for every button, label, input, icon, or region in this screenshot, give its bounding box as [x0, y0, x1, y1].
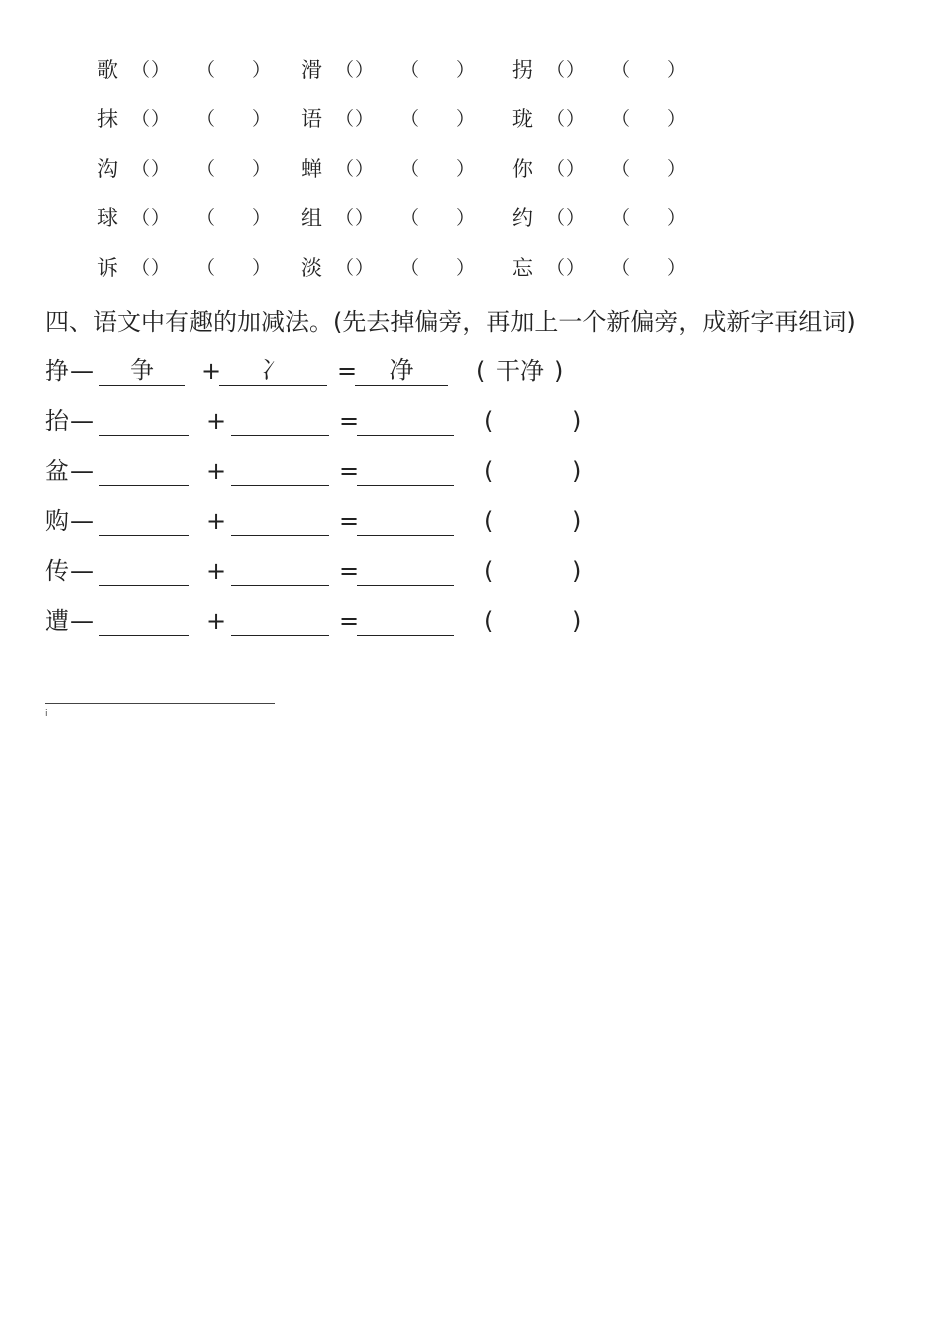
- word-answer-space[interactable]: [500, 501, 566, 541]
- character: 歌: [97, 58, 118, 82]
- answer-paren-close[interactable]: ）: [355, 207, 375, 229]
- result-blank[interactable]: [357, 605, 454, 636]
- paren-close: ): [572, 607, 582, 635]
- answer-paren-open[interactable]: （: [546, 207, 566, 229]
- character: 拐: [512, 58, 533, 82]
- answer-paren-close[interactable]: ）: [151, 257, 171, 279]
- answer-paren-close[interactable]: ）: [667, 158, 687, 180]
- character: 语: [301, 107, 322, 131]
- answer-paren-close[interactable]: ）: [566, 158, 586, 180]
- dash: —: [70, 607, 94, 635]
- answer-paren-open[interactable]: （: [611, 158, 631, 180]
- add-blank[interactable]: [231, 405, 329, 436]
- character: 滑: [301, 58, 322, 82]
- answer-paren-close[interactable]: ）: [355, 257, 375, 279]
- source-char: 抬: [45, 407, 69, 435]
- answer-paren-open[interactable]: （: [196, 158, 216, 180]
- answer-paren-close[interactable]: ）: [456, 257, 476, 279]
- word-answer-space[interactable]: [500, 451, 566, 491]
- paren-close: ): [572, 407, 582, 435]
- equals-sign: =: [339, 407, 360, 435]
- plus-sign: +: [206, 457, 227, 485]
- section-title: 四、语文中有趣的加减法。(先去掉偏旁，再加上一个新偏旁，成新字再组词): [45, 308, 856, 336]
- word-answer-space[interactable]: [500, 401, 566, 441]
- answer-paren-close[interactable]: ）: [151, 108, 171, 130]
- character: 球: [97, 206, 118, 230]
- answer-paren-open[interactable]: （: [546, 158, 566, 180]
- footnote-rule: [45, 703, 275, 704]
- answer-paren-open[interactable]: （: [335, 257, 355, 279]
- answer-paren-open[interactable]: （: [131, 158, 151, 180]
- answer-paren-close[interactable]: ）: [355, 59, 375, 81]
- source-char: 遭: [45, 607, 69, 635]
- result-blank[interactable]: [357, 405, 454, 436]
- answer-paren-close[interactable]: ）: [566, 257, 586, 279]
- example-add-blank: 冫: [219, 355, 327, 386]
- answer-paren-open[interactable]: （: [611, 108, 631, 130]
- equals-sign: =: [339, 457, 360, 485]
- answer-paren-open[interactable]: （: [611, 59, 631, 81]
- answer-paren-close[interactable]: ）: [667, 108, 687, 130]
- remove-blank[interactable]: [99, 405, 189, 436]
- source-char: 购: [45, 507, 69, 535]
- character: 组: [301, 206, 322, 230]
- plus-sign: +: [206, 607, 227, 635]
- remove-blank[interactable]: [99, 455, 189, 486]
- answer-paren-open[interactable]: （: [131, 108, 151, 130]
- plus-sign: +: [206, 407, 227, 435]
- plus-sign: +: [201, 357, 222, 385]
- answer-paren-close[interactable]: ）: [566, 59, 586, 81]
- source-char: 传: [45, 557, 69, 585]
- add-blank[interactable]: [231, 555, 329, 586]
- answer-paren-open[interactable]: （: [196, 108, 216, 130]
- dash: —: [70, 407, 94, 435]
- answer-paren-open[interactable]: （: [611, 257, 631, 279]
- answer-paren-open[interactable]: （: [546, 257, 566, 279]
- answer-paren-open[interactable]: （: [400, 108, 420, 130]
- answer-paren-open[interactable]: （: [196, 59, 216, 81]
- answer-paren-close[interactable]: ）: [151, 158, 171, 180]
- answer-paren-close[interactable]: ）: [456, 59, 476, 81]
- paren-close: ): [572, 507, 582, 535]
- character: 沟: [97, 157, 118, 181]
- character: 蝉: [301, 157, 322, 181]
- paren-open: (: [484, 407, 494, 435]
- answer-paren-close[interactable]: ）: [456, 158, 476, 180]
- character: 淡: [301, 256, 322, 280]
- equals-sign: =: [339, 557, 360, 585]
- add-blank[interactable]: [231, 605, 329, 636]
- answer-paren-open[interactable]: （: [546, 59, 566, 81]
- paren-open: (: [484, 507, 494, 535]
- answer-paren-open[interactable]: （: [131, 207, 151, 229]
- paren-open: (: [484, 457, 494, 485]
- answer-paren-close[interactable]: ）: [566, 207, 586, 229]
- answer-paren-close[interactable]: ）: [456, 207, 476, 229]
- answer-paren-close[interactable]: ）: [151, 207, 171, 229]
- paren-close: ): [572, 557, 582, 585]
- example-remove-blank: 争: [99, 355, 185, 386]
- paren-open: (: [476, 357, 486, 385]
- character: 约: [512, 206, 533, 230]
- answer-paren-close[interactable]: ）: [151, 59, 171, 81]
- answer-paren-close[interactable]: ）: [456, 108, 476, 130]
- add-blank[interactable]: [231, 455, 329, 486]
- word-answer-space[interactable]: [500, 551, 566, 591]
- result-blank[interactable]: [357, 455, 454, 486]
- word-answer-space[interactable]: [500, 601, 566, 641]
- answer-paren-open[interactable]: （: [131, 257, 151, 279]
- equals-sign: =: [337, 357, 358, 385]
- answer-paren-open[interactable]: （: [546, 108, 566, 130]
- answer-paren-close[interactable]: ）: [355, 108, 375, 130]
- dash: —: [70, 507, 94, 535]
- answer-paren-open[interactable]: （: [131, 59, 151, 81]
- answer-paren-open[interactable]: （: [400, 59, 420, 81]
- answer-paren-close[interactable]: ）: [667, 59, 687, 81]
- add-blank[interactable]: [231, 505, 329, 536]
- paren-close: ): [554, 357, 564, 385]
- answer-paren-close[interactable]: ）: [355, 158, 375, 180]
- answer-paren-open[interactable]: （: [335, 158, 355, 180]
- plus-sign: +: [206, 557, 227, 585]
- result-blank[interactable]: [357, 555, 454, 586]
- answer-paren-open[interactable]: （: [196, 207, 216, 229]
- dash: —: [70, 457, 94, 485]
- answer-paren-open[interactable]: （: [335, 207, 355, 229]
- answer-paren-open[interactable]: （: [400, 207, 420, 229]
- dash: —: [70, 357, 94, 385]
- answer-paren-close[interactable]: ）: [566, 108, 586, 130]
- remove-blank[interactable]: [99, 505, 189, 536]
- answer-paren-close[interactable]: ）: [252, 257, 272, 279]
- example-result-blank: 净: [355, 355, 448, 386]
- equals-sign: =: [339, 607, 360, 635]
- source-char: 盆: [45, 457, 69, 485]
- character: 抹: [97, 107, 118, 131]
- dash: —: [70, 557, 94, 585]
- character: 诉: [97, 256, 118, 280]
- answer-paren-open[interactable]: （: [400, 257, 420, 279]
- answer-paren-close[interactable]: ）: [252, 207, 272, 229]
- answer-paren-open[interactable]: （: [335, 59, 355, 81]
- equals-sign: =: [339, 507, 360, 535]
- answer-paren-close[interactable]: ）: [252, 158, 272, 180]
- character: 你: [512, 157, 533, 181]
- character: 忘: [512, 256, 533, 280]
- paren-close: ): [572, 457, 582, 485]
- footnote-mark: i: [45, 709, 48, 719]
- result-blank[interactable]: [357, 505, 454, 536]
- answer-paren-close[interactable]: ）: [667, 257, 687, 279]
- paren-open: (: [484, 607, 494, 635]
- remove-blank[interactable]: [99, 555, 189, 586]
- answer-paren-open[interactable]: （: [400, 158, 420, 180]
- example-word: 干净: [496, 357, 544, 385]
- character: 珑: [512, 107, 533, 131]
- plus-sign: +: [206, 507, 227, 535]
- answer-paren-close[interactable]: ）: [667, 207, 687, 229]
- answer-paren-close[interactable]: ）: [252, 59, 272, 81]
- answer-paren-open[interactable]: （: [196, 257, 216, 279]
- answer-paren-open[interactable]: （: [611, 207, 631, 229]
- remove-blank[interactable]: [99, 605, 189, 636]
- paren-open: (: [484, 557, 494, 585]
- answer-paren-close[interactable]: ）: [252, 108, 272, 130]
- example-source-char: 挣: [45, 357, 69, 385]
- answer-paren-open[interactable]: （: [335, 108, 355, 130]
